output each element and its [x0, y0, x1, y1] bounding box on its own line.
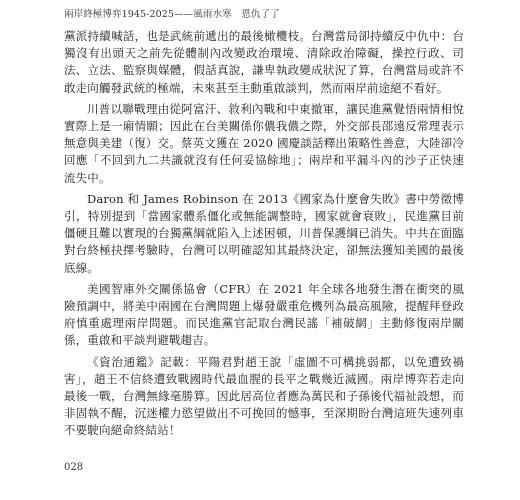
paragraph-5: 《資治通鑑》記載：平陽君對趙王說「虛圖不可構挑弱都，以免遭致禍害」，趙王不信終遭致戰國時代最血腥的長平之戰幾近滅國。兩岸博弈若走向最後一戰，台灣無緣毫勝算。因此居高位者應為萬民和子孫後代福祉設想，而非固執不醒，沉迷權力慾望做出不可挽回的憾事，至深期盼台灣這班失速列車不要駛向絕命終結站！ — [64, 354, 464, 438]
paragraph-4: 美國智庫外交關係協會（CFR）在 2021 年全球各地發生潛在衝突的風險預調中，將美中兩國在台灣問題上爆發嚴重危機列為最高風險，提醒拜登政府慎重處理兩岸問題。而民進黨官記取台灣民謠「補破網」主動修復兩岸關係，重啟和平談判避戰趨吉。 — [64, 281, 464, 348]
paragraph-3: Daron 和 James Robinson 在 2013《國家為什麼會失敗》書中勞徵博引，特別提到「當國家體系僵化或無能調整時，國家就會衰敗」，民進黨目前僵硬且難以實現的台獨黨綱就陷入上述困頓，川普保護綱已消失。中共在面臨對台終極抉擇考驗時，台灣可以明確認知其最終決定，卻無法獲知美國的最後底線。 — [64, 191, 464, 275]
running-header: 兩岸終極博弈1945-2025——風雨水寒 恩仇了了 — [64, 9, 280, 20]
paragraph-2: 川普以聯戰理由從阿富汗、敘利內戰和中東撤軍，讓民進黨覺悟兩情相悅實際上是一廂情願；因此在台美關係你儂我儂之際，外交部長邵遠反常理表示無意與美建（復）交。蔡英文獲在 2020 國慶談話釋出策略性善意，大陸卻冷回應「不回到九二共識就沒有任何妥協餘地」；兩岸和平漏斗內的沙子正快速流失中。 — [64, 101, 464, 185]
body-text — [64, 28, 464, 440]
page-number: 028 — [64, 462, 84, 473]
paragraph-1: 黨派持續喊話，也是武統前遞出的最後橄欖枝。台灣當局卻持續反中仇中：台獨沒有出頭天之前先從體制內改變政治環境、清除政治障礙，操控行政、司法、立法、監察與媒體，假話真說，謙卑執政變成狀況了算，台灣當局或許不敢走向觸發武統的極端，未來甚至主動重啟談判，然而兩岸前途絕不看好。 — [64, 29, 464, 95]
